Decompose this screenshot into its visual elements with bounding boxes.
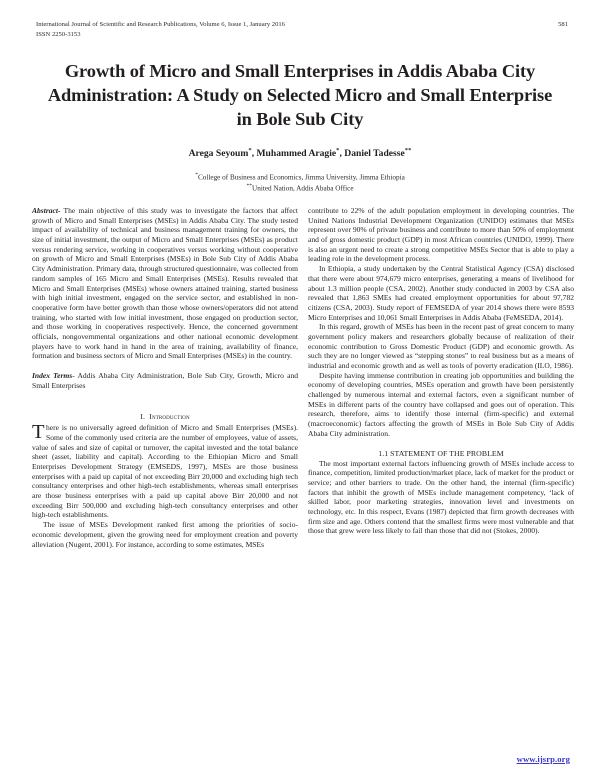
- affiliation-marker-1: *: [195, 172, 199, 178]
- subsection-number: 1.1: [378, 448, 389, 458]
- right-paragraph-4: Despite having immense contribution in creating job opportunities and building the economy of developing countries, MSEs operation and growth have been persistently challenged by numerous internal and external factors, even a significant number of MSEs in different parts of the country have collapsed and goes out of operation. This research, therefore, aims to identify those internal (firm-specific) and external (macroeconomic) factors affecting the growth of MSEs in Bole Sub City of Addis Ababa City administration.: [308, 370, 574, 438]
- author-marker-1: *: [248, 147, 252, 154]
- affiliation-2: [44, 183, 556, 194]
- column-left: [32, 206, 298, 549]
- running-head-left: [36, 20, 285, 40]
- section-title-introduction: Introduction: [149, 412, 190, 422]
- author-marker-3: **: [404, 147, 412, 154]
- abstract-paragraph: [32, 206, 298, 361]
- page-number: 581: [558, 21, 568, 28]
- intro-paragraph-2: The issue of MSEs Development ranked first among the priorities of socio-economic development, given the growing need for employment creation and poverty alleviation (Nugent, 2001). For instance, according to some estimates, MSEs: [32, 520, 298, 549]
- affiliation-marker-2: **: [246, 182, 253, 189]
- index-terms-paragraph: [32, 371, 298, 390]
- author-list: [44, 147, 556, 161]
- section-number-introduction: I.: [140, 412, 146, 422]
- right-paragraph-2: In Ethiopia, a study undertaken by the Central Statistical Agency (CSA) disclosed that there were about 974,679 micro enterprises, generating a means of livelihood for about 1.3 million people (CSA, 2002). Another study conducted in 2003 by CSA also revealed that 1,863 SMEs had created employment opportunities for about 97,782 citizens (CSA, 2003). Study report of FEMSEDA of year 2014 shows there were 8593 Micro Enterprises and 10,061 Small Enterprises in Addis Ababa (FeMSEDA, 2014).: [308, 264, 574, 322]
- subsection-title: STATEMENT OF THE PROBLEM: [390, 448, 504, 458]
- author-name-3: Daniel Tadesse: [344, 148, 405, 160]
- section-heading-introduction: [32, 412, 298, 422]
- issn-line: ISSN 2250-3153: [36, 31, 81, 39]
- affiliation-2-text: United Nation, Addis Ababa Office: [252, 184, 354, 192]
- author-name-1: Arega Seyoum: [188, 148, 249, 160]
- page-title: Growth of Micro and Small Enterprises in Addis Ababa City Administration: A Study on Selected Micro and Small Enterprise in Bole Sub City: [47, 61, 553, 129]
- author-name-2: Muhammed Aragie: [256, 148, 337, 160]
- running-head: [36, 20, 568, 40]
- index-terms-label: Index Terms: [32, 371, 73, 380]
- affiliation-block: [44, 172, 556, 193]
- journal-website-link[interactable]: www.ijsrp.org: [516, 754, 570, 764]
- journal-citation-line: International Journal of Scientific and Research Publications, Volume 6, Issue 1, January 2016: [36, 21, 285, 28]
- abstract-text: The main objective of this study was to investigate the factors that affect growth of Micro and Small Enterprises (MSEs) in Addis Ababa City. The study tested impact of availability of technical and business management training for owners, the size of initial investment, the output of Micro and Small Enterprises (MSEs) as product versus rendering service, working in cooperatives versus working without cooperative on growth of Micro and Small Enterprises (MSEs) in Bole Sub City of Addis Ababa City Administration. Primary data, through structured questionnaire, was collected from random samples of 165 Micro and Small Enterprises (MSEs). Results revealed that Micro and Small Enterprises (MSEs) whose owners attained training, started business with high initial investment, engaged on the service sector, and established in non-cooperative form have better growth than those whose owners/operators did not attend training, who started with low initial investment, those engaged on production sector, and those working in cooperatives respectively. Hence, the concerned government officials, nongovernmental organizations and other national economic development players have to work hand in hand in the area of training, availability of finance, formation and business sectors of Micro and Small Enterprises (MSEs) in the country.: [32, 206, 298, 361]
- right-paragraph-1: contribute to 22% of the adult population employment in developing countries. The United Nations Industrial Development Organization (UNIDO) estimates that MSEs represent over 90% of private business and contribute to more than 50% of employment and of gross domestic product (GDP) in most African countries (UNIDO, 1999). There is also an urgent need to create a strong competitive MSEs Sector that is able to play a leading role in the development process.: [308, 206, 574, 264]
- body-columns: [32, 206, 574, 758]
- problem-paragraph-1: The most important external factors influencing growth of MSEs include access to finance, competition, limited production/market place, lack of market for the product or service; and other barriers to trade. On the other hand, the internal (firm-specific) factors that inhibit the growth of MSEs include management competency, ‘lack of skilled labor, poor marketing strategies, innovation level and investments on technology, etc. In this respect, Evans (1987) depicted that firm growth decreases with firm size and age. Others contend that the smallest firms were most vulnerable and that those that grew were less likely to fail than those that did not (Stokes, 2000).: [308, 458, 574, 536]
- affiliation-1-text: College of Business and Economics, Jimma University, Jimma Ethiopia: [198, 173, 405, 182]
- drop-cap-letter: T: [32, 421, 45, 444]
- intro-paragraph-1: [32, 423, 298, 520]
- author-marker-2: *: [336, 147, 340, 154]
- right-paragraph-3: In this regard, growth of MSEs has been in the recent past of great concern to many government policy makers and researchers globally because of realization of their economic contribution to Gross Domestic Product (GDP) and economic growth. As such they are no longer viewed as “stepping stones” to real business but as a means of industrial and economic growth and as well as tools of poverty eradication (ILO, 1986).: [308, 322, 574, 370]
- subsection-heading-statement-of-problem: [308, 449, 574, 459]
- column-right: [308, 206, 574, 536]
- intro-paragraph-1-text: here is no universally agreed definition of Micro and Small Enterprises (MSEs). Some of the commonly used criteria are the number of employees, value of assets, value of sales and size of capital or turnover, the capital invested and the total balance sheet (asset, liability and capital). According to the Ethiopian Micro and Small Enterprises Development Strategy (EMSEDS, 1997), MSEs are those business enterprises with a paid up capital of not exceeding Birr 20,000 and excluding high tech consultancy enterprises and other high-tech establishments, whereas small enterprises are those business enterprises with a paid up capital above Birr 20,000 and not exceeding Birr 500,000 and excluding high-tech consultancy enterprises and other high-tech establishments.: [32, 423, 298, 520]
- abstract-label: Abstract-: [32, 206, 61, 215]
- affiliation-1: [44, 172, 556, 183]
- author-separator-2: ,: [339, 148, 345, 160]
- author-separator-1: ,: [251, 148, 257, 160]
- index-terms-text: - Addis Ababa City Administration, Bole Sub City, Growth, Micro and Small Enterprises: [32, 371, 298, 390]
